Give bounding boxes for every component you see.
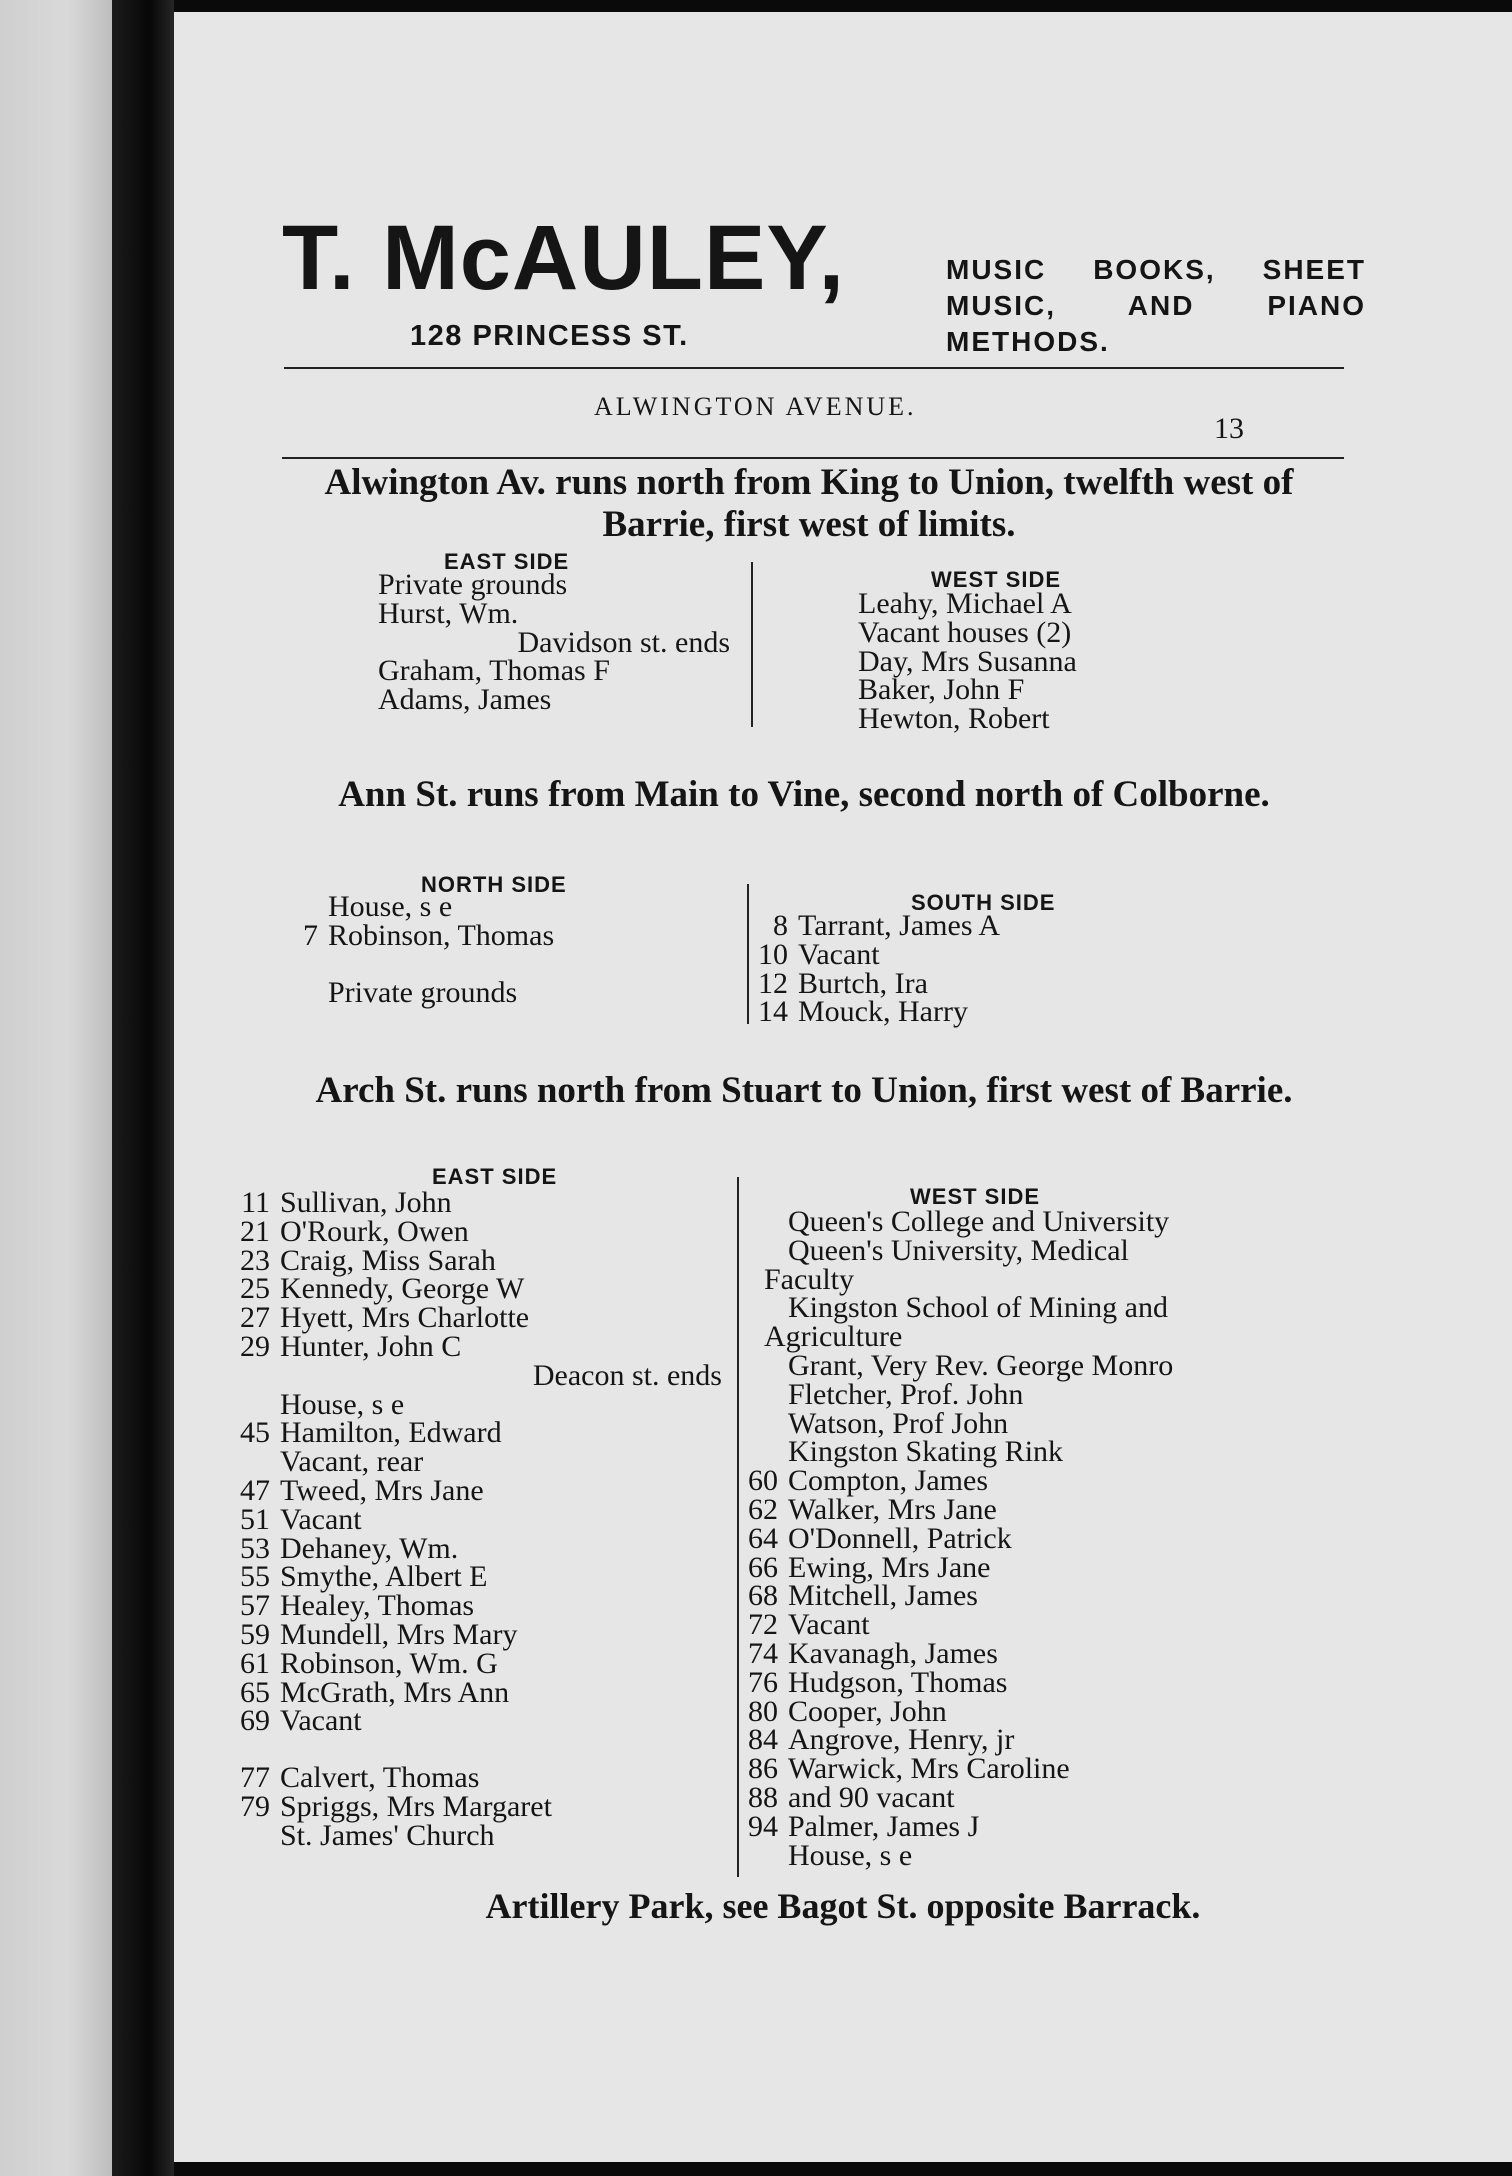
resident-name: House, s e bbox=[280, 1387, 405, 1421]
directory-entry bbox=[734, 1521, 1334, 1555]
resident-name: Spriggs, Mrs Margaret bbox=[280, 1789, 552, 1823]
directory-entry bbox=[734, 1464, 1334, 1498]
resident-name: Dehaney, Wm. bbox=[280, 1531, 459, 1565]
house-number: 21 bbox=[240, 1214, 270, 1248]
house-number: 69 bbox=[240, 1704, 270, 1738]
resident-name: Kavanagh, James bbox=[788, 1636, 998, 1670]
directory-entry bbox=[804, 587, 1324, 620]
house-number: 77 bbox=[240, 1761, 270, 1795]
house-number: 47 bbox=[240, 1473, 270, 1507]
directory-entry bbox=[734, 1665, 1334, 1699]
house-number: 55 bbox=[240, 1560, 270, 1594]
book-gutter bbox=[112, 0, 174, 2176]
side-heading-left: NORTH SIDE bbox=[421, 872, 567, 897]
directory-entry bbox=[324, 568, 744, 601]
house-number: 80 bbox=[748, 1694, 778, 1728]
resident-name: Watson, Prof John bbox=[788, 1406, 1009, 1440]
resident-name: Tweed, Mrs Jane bbox=[280, 1473, 484, 1507]
house-number: 12 bbox=[758, 966, 788, 1000]
resident-name: Mouck, Harry bbox=[798, 995, 968, 1029]
directory-entry bbox=[744, 937, 1304, 971]
entry-list-right bbox=[804, 587, 1324, 736]
resident-name: House, s e bbox=[788, 1838, 913, 1872]
resident-name: Sullivan, John bbox=[280, 1186, 452, 1219]
resident-name: Private grounds bbox=[328, 975, 518, 1009]
directory-entry bbox=[734, 1291, 1334, 1325]
cross-reference-note: Artillery Park, see Bagot St. opposite Barrack. bbox=[485, 1886, 1201, 1926]
resident-name: Private grounds bbox=[378, 568, 568, 601]
resident-name: St. James' Church bbox=[280, 1818, 495, 1852]
house-number: 66 bbox=[748, 1550, 778, 1584]
resident-name: Walker, Mrs Jane bbox=[788, 1492, 997, 1526]
directory-page bbox=[174, 12, 1512, 2162]
resident-name: Smythe, Albert E bbox=[280, 1560, 488, 1594]
directory-entry bbox=[226, 1704, 736, 1738]
resident-name: Vacant bbox=[280, 1704, 362, 1738]
house-number: 23 bbox=[240, 1243, 270, 1277]
directory-entry bbox=[734, 1636, 1334, 1670]
house-number: 84 bbox=[748, 1723, 778, 1757]
resident-name: Robinson, Thomas bbox=[328, 918, 555, 952]
directory-entry bbox=[734, 1608, 1334, 1642]
resident-name: Adams, James bbox=[378, 683, 552, 717]
street-ends-note bbox=[226, 1358, 736, 1392]
house-number: 60 bbox=[748, 1464, 778, 1498]
resident-name: Vacant houses (2) bbox=[858, 615, 1072, 649]
resident-name: Kennedy, George W bbox=[280, 1272, 525, 1306]
directory-entry bbox=[734, 1723, 1334, 1757]
house-number: 7 bbox=[303, 918, 318, 952]
resident-name: Compton, James bbox=[788, 1464, 988, 1498]
directory-entry bbox=[226, 1675, 736, 1709]
house-number: 51 bbox=[240, 1502, 270, 1536]
resident-name: Hudgson, Thomas bbox=[788, 1665, 1008, 1699]
resident-name: Queen's College and University bbox=[788, 1205, 1170, 1238]
house-number: 8 bbox=[773, 909, 788, 942]
resident-name: O'Donnell, Patrick bbox=[788, 1521, 1012, 1555]
directory-entry bbox=[804, 702, 1324, 736]
directory-entry bbox=[734, 1435, 1334, 1469]
side-heading-left: EAST SIDE bbox=[432, 1164, 558, 1189]
directory-entry bbox=[226, 1502, 736, 1536]
house-number: 72 bbox=[748, 1608, 778, 1642]
directory-entry bbox=[226, 1186, 736, 1219]
entry-spacer bbox=[274, 951, 734, 979]
house-number: 10 bbox=[758, 937, 788, 971]
resident-name: Kingston Skating Rink bbox=[788, 1435, 1064, 1469]
resident-name: Ewing, Mrs Jane bbox=[788, 1550, 991, 1584]
house-number: 14 bbox=[758, 995, 788, 1029]
entry-list-left bbox=[274, 890, 734, 1009]
house-number: 27 bbox=[240, 1301, 270, 1335]
running-head: ALWINGTON AVENUE. bbox=[594, 392, 917, 421]
resident-name: Vacant, rear bbox=[280, 1445, 424, 1479]
directory-entry bbox=[226, 1789, 736, 1823]
resident-name: and 90 vacant bbox=[788, 1780, 955, 1814]
resident-name: Cooper, John bbox=[788, 1694, 947, 1728]
directory-entry bbox=[274, 975, 734, 1009]
house-number: 68 bbox=[748, 1579, 778, 1613]
directory-entry bbox=[226, 1214, 736, 1248]
directory-entry bbox=[804, 615, 1324, 649]
directory-entry bbox=[226, 1646, 736, 1680]
resident-name: Grant, Very Rev. George Monro bbox=[788, 1348, 1174, 1382]
resident-name: O'Rourk, Owen bbox=[280, 1214, 469, 1248]
house-number: 86 bbox=[748, 1752, 778, 1786]
directory-entry bbox=[734, 1838, 1334, 1872]
advertiser-wares: MUSIC BOOKS, SHEET MUSIC, AND PIANO METHODS. bbox=[946, 254, 1366, 357]
street-description: Alwington Av. runs north from King to Union, twelfth west of Barrie, first west of limits. bbox=[324, 462, 1294, 545]
resident-name: Davidson st. ends bbox=[517, 625, 730, 659]
street-ends-note bbox=[324, 625, 744, 659]
entry-list-left bbox=[324, 568, 744, 717]
directory-entry bbox=[274, 890, 734, 923]
directory-entry bbox=[734, 1205, 1334, 1238]
resident-name: Palmer, James J bbox=[788, 1809, 980, 1843]
resident-name: Hewton, Robert bbox=[858, 702, 1050, 736]
page-number: 13 bbox=[1214, 412, 1244, 445]
resident-name: Fletcher, Prof. John bbox=[788, 1377, 1024, 1411]
resident-name: Mitchell, James bbox=[788, 1579, 978, 1613]
entry-continuation bbox=[734, 1262, 1334, 1296]
directory-entry bbox=[324, 683, 744, 717]
resident-name: Robinson, Wm. G bbox=[280, 1646, 498, 1680]
house-number: 94 bbox=[748, 1809, 778, 1843]
resident-name: Vacant bbox=[788, 1608, 870, 1642]
header-rule-top bbox=[284, 367, 1344, 369]
directory-entry bbox=[734, 1809, 1334, 1843]
house-number: 57 bbox=[240, 1589, 270, 1623]
entry-spacer bbox=[226, 1736, 736, 1764]
resident-name: Craig, Miss Sarah bbox=[280, 1243, 496, 1277]
directory-entry bbox=[226, 1243, 736, 1277]
resident-name: Tarrant, James A bbox=[798, 909, 1001, 942]
directory-entry bbox=[226, 1761, 736, 1795]
resident-name: Vacant bbox=[798, 937, 880, 971]
resident-name: Graham, Thomas F bbox=[378, 654, 610, 688]
directory-entry bbox=[734, 1694, 1334, 1728]
resident-name: Faculty bbox=[764, 1262, 854, 1296]
directory-entry bbox=[734, 1348, 1334, 1382]
advertisement-banner bbox=[282, 207, 1366, 362]
directory-entry bbox=[226, 1301, 736, 1335]
house-number: 76 bbox=[748, 1665, 778, 1699]
house-number: 61 bbox=[240, 1646, 270, 1680]
house-number: 59 bbox=[240, 1617, 270, 1651]
directory-entry bbox=[226, 1560, 736, 1594]
resident-name: McGrath, Mrs Ann bbox=[280, 1675, 510, 1709]
resident-name: Calvert, Thomas bbox=[280, 1761, 480, 1795]
resident-name: Hyett, Mrs Charlotte bbox=[280, 1301, 530, 1335]
house-number: 53 bbox=[240, 1531, 270, 1565]
house-number: 11 bbox=[241, 1186, 270, 1219]
street-description: Arch St. runs north from Stuart to Union, first west of Barrie. bbox=[315, 1070, 1293, 1111]
directory-entry bbox=[226, 1387, 736, 1421]
house-number: 29 bbox=[240, 1329, 270, 1363]
house-number: 65 bbox=[240, 1675, 270, 1709]
entry-list-right bbox=[744, 909, 1304, 1029]
resident-name: Hamilton, Edward bbox=[280, 1416, 502, 1450]
house-number: 62 bbox=[748, 1492, 778, 1526]
directory-entry bbox=[226, 1818, 736, 1852]
resident-name: Leahy, Michael A bbox=[858, 587, 1072, 620]
resident-name: Kingston School of Mining and bbox=[788, 1291, 1168, 1325]
house-number: 79 bbox=[240, 1789, 270, 1823]
directory-entry bbox=[324, 654, 744, 688]
directory-entry bbox=[226, 1617, 736, 1651]
advertiser-name: T. McAULEY, bbox=[282, 207, 846, 309]
entry-list-left bbox=[226, 1186, 736, 1852]
house-number: 64 bbox=[748, 1521, 778, 1555]
resident-name: Baker, John F bbox=[858, 673, 1025, 707]
house-number: 88 bbox=[748, 1780, 778, 1814]
directory-entry bbox=[226, 1531, 736, 1565]
street-description: Ann St. runs from Main to Vine, second north of Colborne. bbox=[338, 774, 1270, 815]
directory-entry bbox=[324, 596, 744, 630]
directory-entry bbox=[734, 1752, 1334, 1786]
directory-entry bbox=[226, 1416, 736, 1450]
facing-page-edge bbox=[0, 0, 112, 2176]
directory-entry bbox=[274, 918, 734, 952]
directory-entry bbox=[804, 673, 1324, 707]
resident-name: Mundell, Mrs Mary bbox=[280, 1617, 518, 1651]
resident-name: Hunter, John C bbox=[280, 1329, 462, 1363]
directory-entry bbox=[734, 1233, 1334, 1267]
directory-entry bbox=[734, 1377, 1334, 1411]
side-heading-right: WEST SIDE bbox=[910, 1184, 1041, 1209]
directory-entry bbox=[226, 1329, 736, 1363]
side-heading-right: WEST SIDE bbox=[931, 567, 1062, 592]
directory-entry bbox=[226, 1589, 736, 1623]
resident-name: Healey, Thomas bbox=[280, 1589, 475, 1623]
house-number: 45 bbox=[240, 1416, 270, 1450]
resident-name: Queen's University, Medical bbox=[788, 1233, 1129, 1267]
resident-name: Day, Mrs Susanna bbox=[858, 644, 1077, 678]
resident-name: Hurst, Wm. bbox=[378, 596, 519, 630]
directory-entry bbox=[804, 644, 1324, 678]
header-rule-bottom bbox=[282, 457, 1344, 459]
side-heading-right: SOUTH SIDE bbox=[911, 890, 1056, 915]
directory-entry bbox=[226, 1272, 736, 1306]
directory-entry bbox=[734, 1492, 1334, 1526]
directory-entry bbox=[734, 1579, 1334, 1613]
resident-name: Agriculture bbox=[764, 1320, 903, 1354]
entry-list-right bbox=[734, 1205, 1334, 1872]
resident-name: House, s e bbox=[328, 890, 453, 923]
advertiser-address: 128 PRINCESS ST. bbox=[410, 320, 689, 352]
resident-name: Vacant bbox=[280, 1502, 362, 1536]
resident-name: Burtch, Ira bbox=[798, 966, 928, 1000]
directory-entry bbox=[734, 1406, 1334, 1440]
directory-entry bbox=[744, 995, 1304, 1029]
directory-entry bbox=[226, 1445, 736, 1479]
resident-name: Angrove, Henry, jr bbox=[788, 1723, 1015, 1757]
directory-entry bbox=[226, 1473, 736, 1507]
directory-entry bbox=[734, 1550, 1334, 1584]
directory-entry bbox=[734, 1780, 1334, 1814]
house-number: 74 bbox=[748, 1636, 778, 1670]
house-number: 25 bbox=[240, 1272, 270, 1306]
directory-entry bbox=[744, 909, 1304, 942]
column-divider bbox=[751, 562, 753, 727]
entry-continuation bbox=[734, 1320, 1334, 1354]
resident-name: Warwick, Mrs Caroline bbox=[788, 1752, 1070, 1786]
directory-entry bbox=[744, 966, 1304, 1000]
side-heading-left: EAST SIDE bbox=[444, 549, 570, 574]
resident-name: Deacon st. ends bbox=[532, 1358, 722, 1392]
